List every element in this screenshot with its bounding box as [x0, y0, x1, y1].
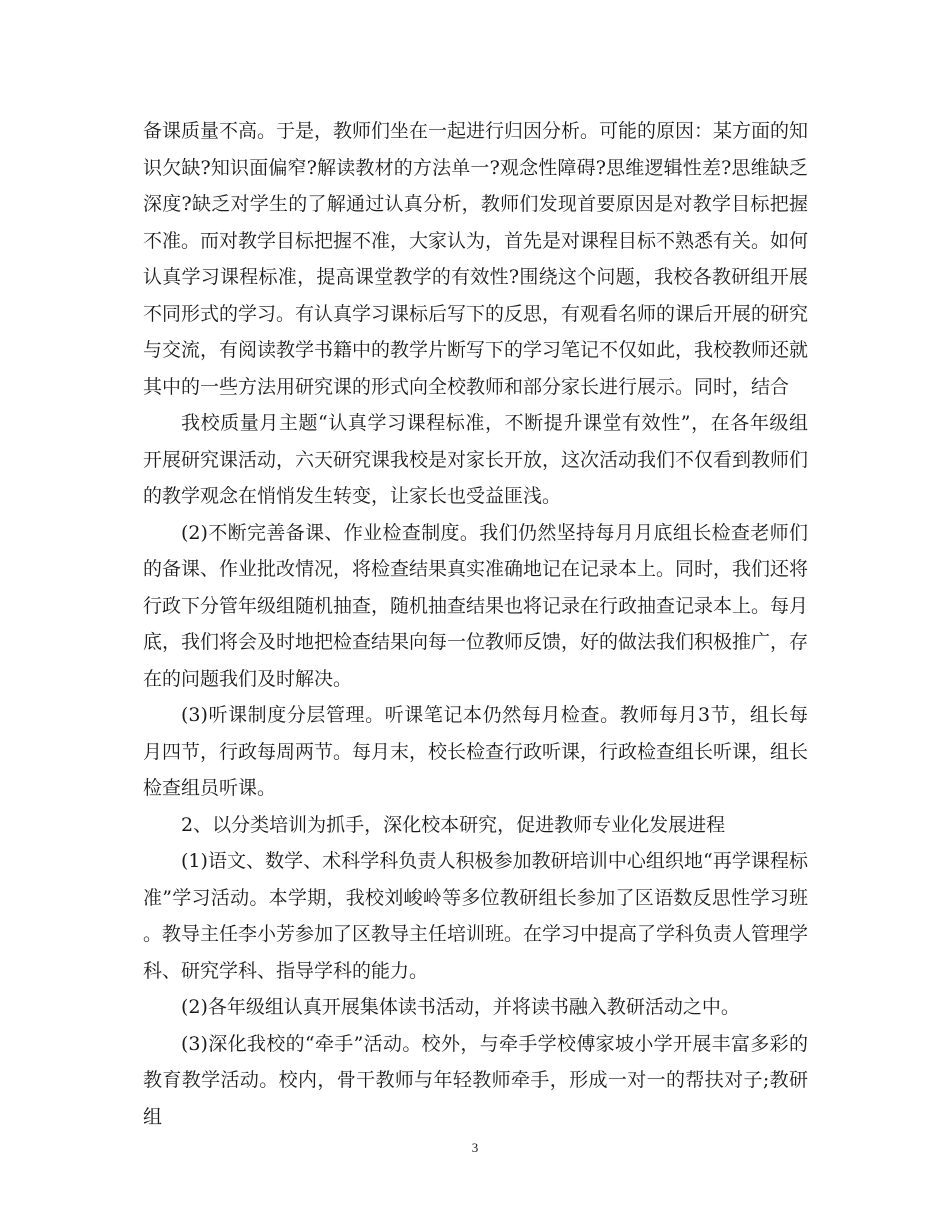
paragraph: (3)深化我校的“牵手”活动。校外，与牵手学校傅家坡小学开展丰富多彩的教育教学活动。校内，骨干教师与年轻教师牵手，形成一对一的帮扶对子;教研组	[143, 1032, 808, 1128]
paragraph: (2)各年级组认真开展集体读书活动，并将读书融入教研活动之中。	[181, 996, 740, 1018]
paragraph: (1)语文、数学、术科学科负责人积极参加教研培训中心组织地“再学课程标准”学习活动。本学期，我校刘峻岭等多位教研组长参加了区语数反思性学习班。教导主任李小芳参加了区教导主任培训班。在学习中提高了学科负责人管理学科、研究学科、指导学科的能力。	[143, 850, 809, 982]
paragraph: (3)听课制度分层管理。听课笔记本仍然每月检查。教师每月3节，组长每月四节，行政每周两节。每月末，校长检查行政听课，行政检查组长听课，组长检查组员听课。	[143, 704, 809, 799]
paragraph: 我校质量月主题“认真学习课程标准，不断提升课堂有效性”，在各年级组开展研究课活动，六天研究课我校是对家长开放，这次活动我们不仅看到教师们的教学观念在悄悄发生转变，让家长也受益匪浅。	[143, 412, 809, 507]
paragraph: 备课质量不高。于是，教师们坐在一起进行归因分析。可能的原因：某方面的知识欠缺?知识面偏窄?解读教材的方法单一?观念性障碍?思维逻辑性差?思维缺乏深度?缺乏对学生的了解通过认真分析，教师们发现首要原因是对教学目标把握不准。而对教学目标把握不准，大家认为，首先是对课程目标不熟悉有关。如何认真学习课程标准，提高课堂教学的有效性?围绕这个问题，我校各教研组开展不同形式的学习。有认真学习课标后写下的反思，有观看名师的课后开展的研究与交流，有阅读教学书籍中的教学片断写下的学习笔记不仅如此，我校教师还就其中的一些方法用研究课的形式向全校教师和部分家长进行展示。同时，结合	[143, 120, 809, 398]
page-number: 3	[471, 1140, 479, 1155]
paragraph: (2)不断完善备课、作业检查制度。我们仍然坚持每月月底组长检查老师们的备课、作业批改情况，将检查结果真实准确地记在记录本上。同时，我们还将行政下分管年级组随机抽查，随机抽查结果也将记录在行政抽查记录本上。每月底，我们将会及时地把检查结果向每一位教师反馈，好的做法我们积极推广，存在的问题我们及时解决。	[143, 521, 809, 690]
document-body	[143, 113, 808, 1135]
section-heading: 2、以分类培训为抓手，深化校本研究，促进教师专业化发展进程	[181, 813, 726, 836]
